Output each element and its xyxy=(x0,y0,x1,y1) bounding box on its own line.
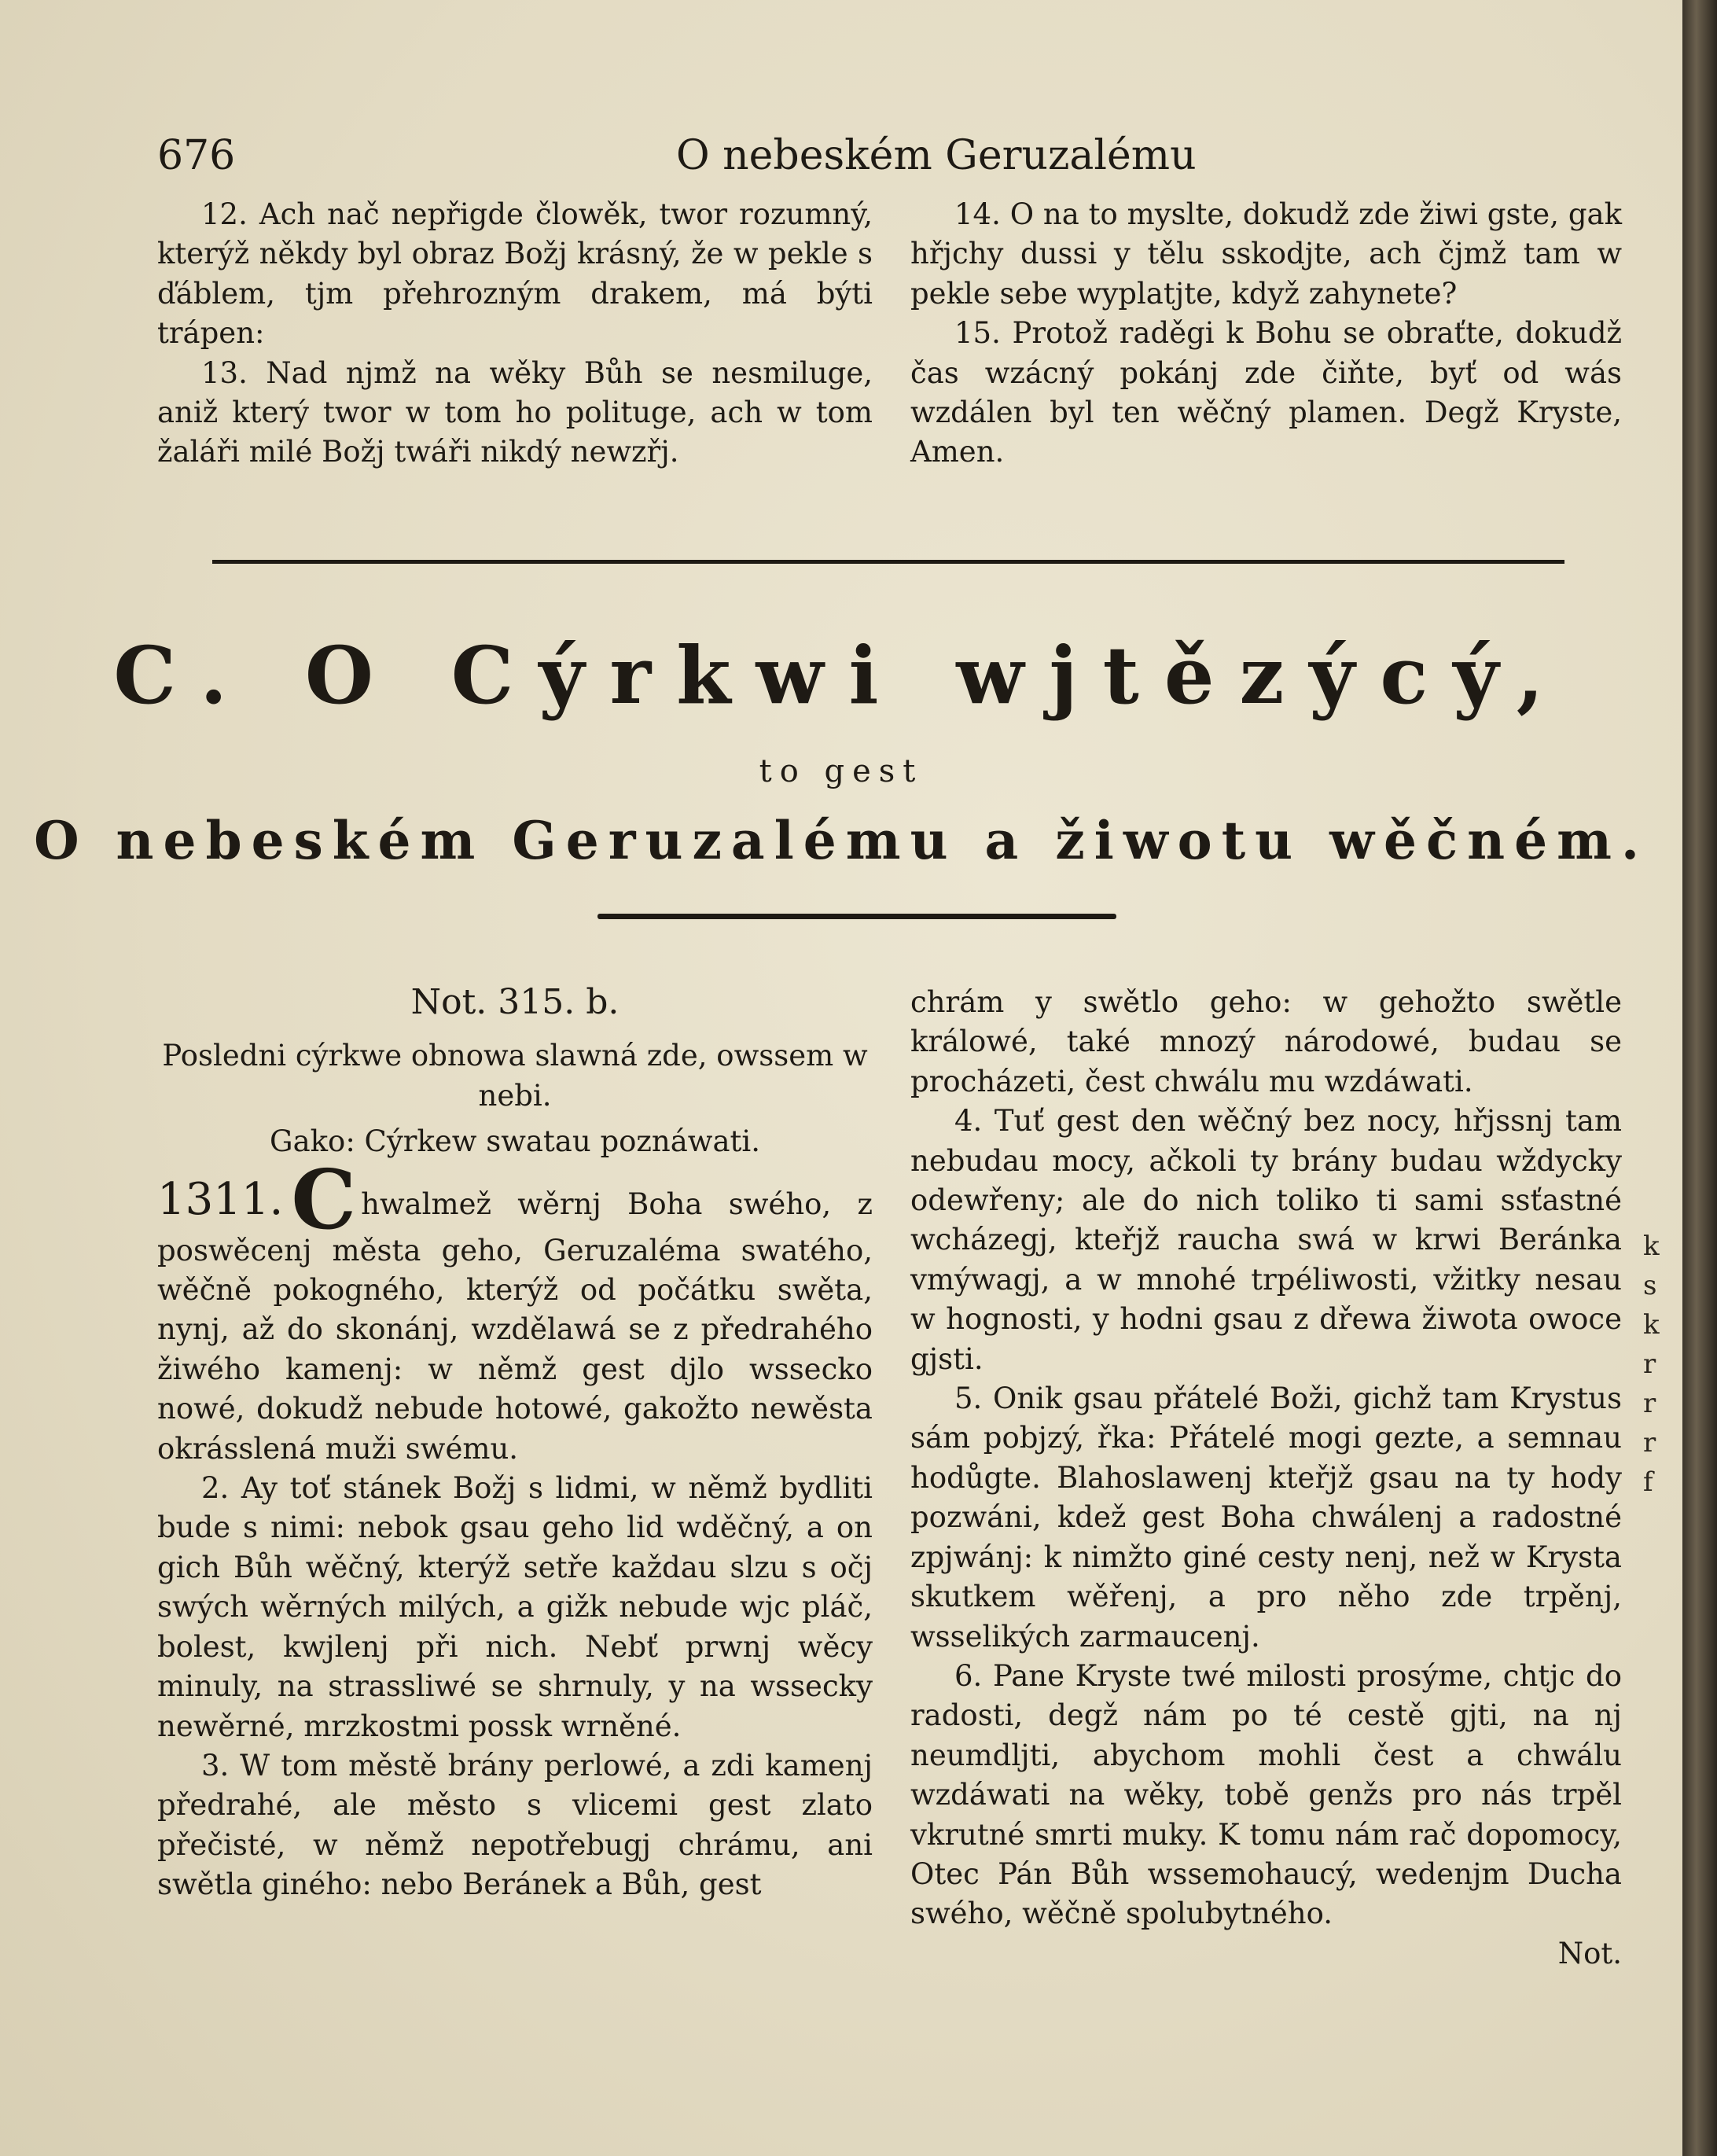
hymn-melody: Gako: Cýrkew swatau poznáwati. xyxy=(270,1124,760,1159)
verse-3-continuation: chrám y swětlo geho: w gehožto swětle králowé, také mnozý národowé, budau se procházeti, čest chwálu mu wzdáwati. xyxy=(910,985,1622,1098)
drop-cap-initial: C xyxy=(291,1150,357,1248)
verse-14: 14. O na to myslte, dokudž zde žiwi gste, gak hřjchy dussi y tělu sskodjte, ach čjmž tam w pekle sebe wyplatjte, když zahynete? xyxy=(910,197,1622,311)
running-head xyxy=(157,126,1620,189)
section-divider-rule xyxy=(212,560,1564,564)
verse-2: 2. Ay toť stánek Božj s lidmi, w němž bydliti bude s nimi: nebok gsau geho lid wděčný, a on gich Bůh wěčný, kterýž setře každau slzu s očj swých wěrných milých, a gižk nebude wjc pláč, bolest, kwjlenj při nich. Nebť prwnj wěcy minuly, na strassliwé se shrnuly, y na wssecky newěrné, mrzkostmi possk wrněné. xyxy=(157,1471,873,1743)
verse-4: 4. Tuť gest den wěčný bez nocy, hřjssnj tam nebudau mocy, ačkoli ty brány budau wždycky odewřeny; ale do nich toliko ti sami ssťastné wcházegj, kteřjž raucha swá w krwi Beránka vmýwagj, a w mnohé trpéliwosti, vžitky nesau w hognosti, y hodni gsau z dřewa žiwota owoce gjsti. xyxy=(910,1104,1622,1376)
hymn-incipit: Posledni cýrkwe obnowa slawná zde, owssem w nebi. xyxy=(162,1039,868,1113)
verse-5: 5. Onik gsau přátelé Boži, gichž tam Krystus sám pobjzý, řka: Přátelé mogi gezte, a semnau hodůgte. Blahoslawenj kteřjž gsau na ty hody pozwáni, kdež gest Boha chwálenj a radostné zpjwánj: k nimžto giné cesty nenj, než w Krysta skutkem wěřenj, a pro něho zde trpěnj, wsselikých zarmaucenj. xyxy=(910,1382,1622,1654)
top-left-column xyxy=(157,195,873,473)
verse-6: 6. Pane Kryste twé milosti prosýme, chtjc do radosti, degž nám po té cestě gjti, na nj neumdljti, abychom mohli čest a chwálu wzdáwati na wěky, tobě genžs pro nás trpěl vkrutné smrti muky. K tomu nám rač dopomocy, Otec Pán Bůh wssemohaucý, wedenjm Ducha swého, wěčně spolubytného. xyxy=(910,1658,1622,1931)
verse-12: 12. Ach nač nepřigde člowěk, twor rozumný, kterýž někdy byl obraz Božj krásný, že w pekle s ďáblem, tjm přehrozným drakem, má býti trápen: xyxy=(157,197,873,351)
page-number: 676 xyxy=(157,132,236,179)
hymn-verse-number: 1311. xyxy=(157,1173,284,1225)
verse-13: 13. Nad njmž na wěky Bůh se nesmiluge, aniž který twor w tom ho polituge, ach w tom žaláři milé Božj twáři nikdý newzřj. xyxy=(157,355,873,469)
section-subtitle: O nebeském Geruzalému a žiwotu wěčném. xyxy=(34,810,1649,871)
book-gutter-edge xyxy=(1682,0,1717,2156)
facing-page-glimpse: k s k r r r f xyxy=(1643,1231,1660,1498)
verse-3: 3. W tom městě brány perlowé, a zdi kamenj předrahé, ale město s vlicemi gest zlato přečisté, w němž nepotřebugj chrámu, ani swětla giného: nebo Beránek a Bůh, gest xyxy=(157,1748,873,1902)
hymn-right-column xyxy=(910,983,1622,1974)
hymn-number: Not. 315. b. xyxy=(410,982,620,1022)
section-title: C. O Cýrkwi wjtězýcý, xyxy=(113,629,1569,722)
subtitle-ornament-rule xyxy=(597,914,1116,919)
catchword: Not. xyxy=(1557,1936,1622,1970)
running-title: O nebeském Geruzalému xyxy=(676,132,1197,179)
section-connector: to gest xyxy=(759,753,924,789)
verse-1 xyxy=(157,1150,873,1469)
top-right-column xyxy=(910,195,1622,473)
verse-1-text: hwalmež wěrnj Boha swého, z poswěcenj města geho, Geruzaléma swatého, wěčně pokogného, kterýž od počátku swěta, nynj, až do skonánj, wzdělawá se z předrahého žiwého kamenj: w němž gest djlo wssecko nowé, dokudž nebude hotowé, gakožto newěsta okrásslená muži swému. xyxy=(157,1187,873,1466)
verse-15: 15. Protož raděgi k Bohu se obraťte, dokudž čas wzácný pokánj zde čiňte, byť od wás wzdálen byl ten wěčný plamen. Degž Kryste, Amen. xyxy=(910,316,1622,469)
hymn-left-column xyxy=(157,983,873,1905)
